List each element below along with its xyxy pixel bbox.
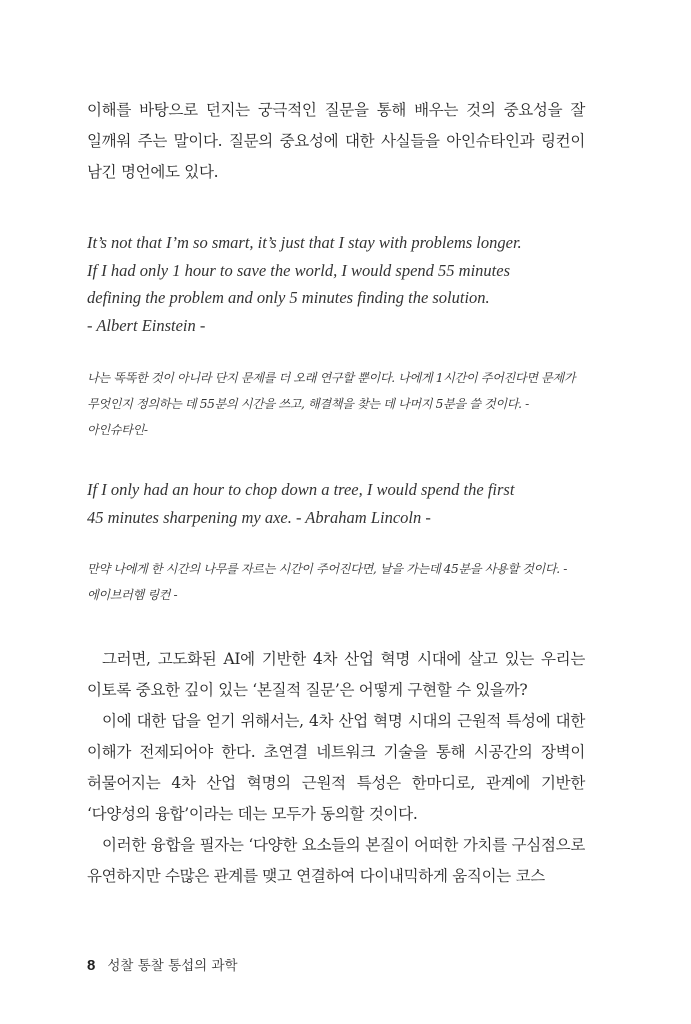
lincoln-translation: 만약 나에게 한 시간의 나무를 자르는 시간이 주어진다면, 날을 가는데 45분을 사용할 것이다. - 에이브러햄 링컨 - bbox=[87, 562, 567, 602]
running-title: 성찰 통찰 통섭의 과학 bbox=[107, 958, 238, 974]
einstein-quote-line: It’s not that I’m so smart, it’s just that I stay with problems longer. bbox=[87, 233, 522, 252]
intro-paragraph: 이해를 바탕으로 던지는 궁극적인 질문을 통해 배우는 것의 중요성을 잘 일깨워 주는 말이다. 질문의 중요성에 대한 사실들을 아인슈타인과 링컨이 남긴 명언에도 있다. bbox=[87, 101, 585, 181]
body-paragraph: 이러한 융합을 필자는 ‘다양한 요소들의 본질이 어떠한 가치를 구심점으로 유연하지만 수많은 관계를 맺고 연결하여 다이내믹하게 움직이는 코스 bbox=[87, 836, 585, 885]
einstein-quote-line: defining the problem and only 5 minutes finding the solution. bbox=[87, 288, 490, 307]
einstein-quote bbox=[87, 229, 585, 339]
page-footer bbox=[87, 954, 238, 974]
body-paragraph: 이에 대한 답을 얻기 위해서는, 4차 산업 혁명 시대의 근원적 특성에 대한 이해가 전제되어야 한다. 초연결 네트워크 기술을 통해 시공간의 장벽이 허물어지는 4차 산업 혁명의 근원적 특성은 한마디로, 관계에 기반한 ‘다양성의 융합’이라는 데는 모두가 동의할 것이다. bbox=[87, 712, 585, 823]
einstein-attribution: - Albert Einstein - bbox=[87, 315, 206, 335]
body-text bbox=[87, 644, 585, 892]
lincoln-quote-line: If I only had an hour to chop down a tree, I would spend the first bbox=[87, 480, 515, 499]
page-number: 8 bbox=[87, 957, 96, 974]
einstein-quote-line: If I had only 1 hour to save the world, I would spend 55 minutes bbox=[87, 260, 511, 280]
einstein-translation: 나는 똑똑한 것이 아니라 단지 문제를 더 오래 연구할 뿐이다. 나에게 1시간이 주어진다면 문제가 무엇인지 정의하는 데 55분의 시간을 쓰고, 해결책을 찾는 데 나머지 5분을 쓸 것이다. - 아인슈타인- bbox=[87, 371, 576, 437]
lincoln-quote bbox=[87, 476, 585, 531]
body-paragraph: 그러면, 고도화된 AI에 기반한 4차 산업 혁명 시대에 살고 있는 우리는 이토록 중요한 깊이 있는 ‘본질적 질문’은 어떻게 구현할 수 있을까? bbox=[87, 650, 585, 699]
lincoln-quote-line: 45 minutes sharpening my axe. - Abraham Lincoln - bbox=[87, 507, 431, 527]
